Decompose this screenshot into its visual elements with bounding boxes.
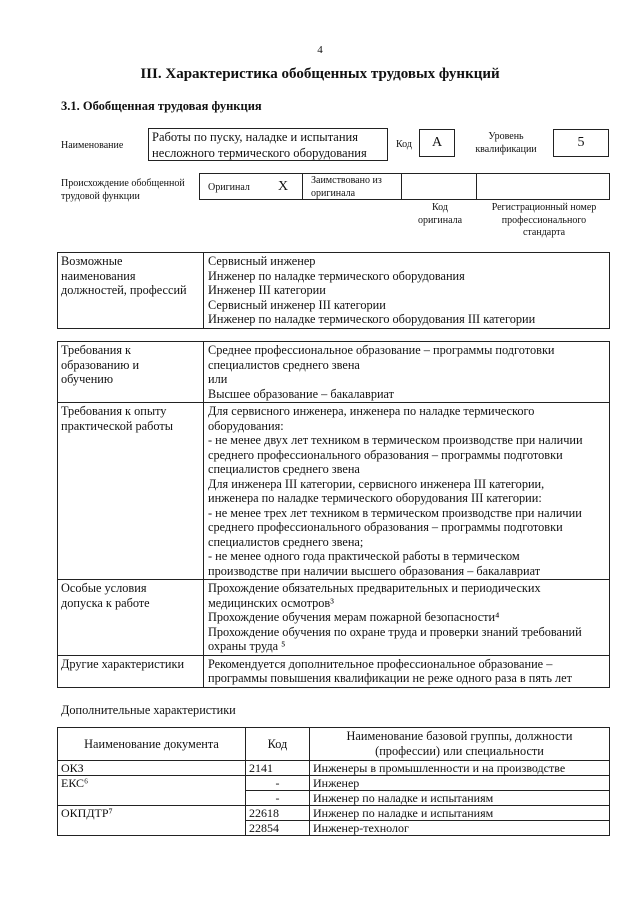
reg-number-label-line: профессионального — [501, 214, 587, 226]
level-label-line: квалификации — [475, 143, 537, 155]
requirement-line: - не менее трех лет техником в термическом производстве при наличии — [208, 505, 582, 520]
requirement-row-education — [58, 342, 610, 403]
level-label — [462, 131, 550, 156]
requirement-label-line: Другие характеристики — [61, 656, 185, 671]
requirement-line: - не менее двух лет техником в термическом производстве при наличии — [208, 433, 583, 447]
requirement-label-line: практической работы — [61, 418, 173, 433]
level-label-line: Уровень — [488, 131, 524, 142]
requirement-text — [204, 403, 610, 580]
requirement-line: Для сервисного инженера, инженера по наладке термического — [208, 404, 535, 418]
requirement-text — [204, 655, 610, 687]
origin-label-line: трудовой функции — [61, 190, 140, 202]
code-label: Код — [396, 139, 412, 150]
cell-group-name: Инженер по наладке и испытаниям — [310, 806, 610, 821]
positions-list — [204, 253, 610, 329]
cell-document — [58, 821, 246, 836]
requirement-label-line: допуска к работе — [61, 595, 150, 610]
cell-group-name: Инженер по наладке и испытаниям — [310, 791, 610, 806]
position-item: Инженер по наладке термического оборудования — [208, 268, 465, 283]
positions-table — [57, 252, 610, 329]
requirement-label — [58, 342, 204, 403]
requirement-label — [58, 403, 204, 580]
origin-label — [61, 178, 185, 203]
requirement-label-line: образованию и — [61, 357, 140, 372]
reg-number-label — [478, 202, 610, 240]
cell-document: ЕКС⁶ — [58, 776, 246, 791]
table-row — [58, 791, 610, 806]
header-document: Наименование документа — [58, 728, 246, 761]
reg-number-label-line: Регистрационный номер — [491, 202, 597, 213]
requirement-line: специалистов среднего звена — [208, 357, 360, 372]
reg-number-cell — [476, 173, 610, 200]
borrowed-cell — [302, 173, 402, 200]
cell-code: - — [246, 776, 310, 791]
borrowed-label-line: Заимствовано из — [311, 175, 382, 186]
table-row — [58, 776, 610, 791]
requirement-line: Для инженера III категории, сервисного инженера III категории, — [208, 476, 545, 491]
table-row — [58, 761, 610, 776]
positions-label-line: наименования — [61, 268, 136, 283]
origin-label-line: Происхождение обобщенной — [61, 178, 185, 189]
code-value: А — [419, 129, 455, 157]
additional-title: Дополнительные характеристики — [61, 703, 236, 717]
requirement-line: Прохождение обучения по охране труда и проверки знаний требований — [208, 624, 582, 639]
requirement-line: Среднее профессиональное образование – программы подготовки — [208, 343, 555, 357]
cell-group-name: Инженер-технолог — [310, 821, 610, 836]
requirement-row-admission — [58, 580, 610, 656]
requirement-label-line: Особые условия — [61, 581, 147, 595]
cell-document — [58, 791, 246, 806]
position-item: Инженер III категории — [208, 283, 326, 297]
requirement-line: среднего профессионального образования – программы подготовки — [208, 447, 563, 462]
positions-label-line: должностей, профессий — [61, 283, 187, 297]
requirement-text — [204, 580, 610, 656]
requirement-text — [204, 342, 610, 403]
section-title: III. Характеристика обобщенных трудовых функций — [140, 66, 500, 82]
name-label: Наименование — [61, 140, 124, 151]
additional-table — [57, 727, 610, 836]
requirement-line: оборудования: — [208, 418, 284, 433]
requirement-line: Прохождение обучения мерам пожарной безопасности⁴ — [208, 610, 500, 624]
requirement-line: специалистов среднего звена — [208, 462, 360, 476]
requirement-line: производстве при наличии высшего образования – бакалавриат — [208, 563, 541, 578]
code-original-label-line: оригинала — [417, 214, 463, 226]
position-item: Сервисный инженер — [208, 254, 316, 268]
cell-group-name: Инженер — [310, 776, 610, 791]
cell-code: 2141 — [246, 761, 310, 776]
requirement-label-line: обучению — [61, 372, 114, 386]
requirement-label — [58, 580, 204, 656]
cell-code: 22854 — [246, 821, 310, 836]
positions-label-line: Возможные — [61, 254, 123, 268]
header-group-name: Наименование базовой группы, должности (профессии) или специальности — [310, 728, 610, 761]
code-original-label — [402, 202, 478, 227]
requirement-line: охраны труда ⁵ — [208, 639, 286, 653]
requirement-label-line: Требования к опыту — [61, 404, 167, 418]
subsection-title: 3.1. Обобщенная трудовая функция — [61, 99, 262, 113]
requirement-line: специалистов среднего звена; — [208, 534, 364, 549]
requirement-label-line: Требования к — [61, 343, 132, 357]
level-value: 5 — [553, 129, 609, 157]
header-code: Код — [246, 728, 310, 761]
requirement-line: инженера по наладке термического оборудования III категории: — [208, 491, 542, 505]
requirement-line: медицинских осмотров³ — [208, 595, 334, 610]
requirement-line: или — [208, 372, 228, 386]
name-value-line: Работы по пуску, наладке и испытания — [152, 130, 358, 144]
cell-document: ОКЗ — [58, 761, 246, 776]
code-original-label-line: Код — [432, 202, 448, 213]
position-item: Инженер по наладке термического оборудования III категории — [208, 312, 536, 326]
requirement-row-experience — [58, 403, 610, 580]
cell-group-name: Инженеры в промышленности и на производстве — [310, 761, 610, 776]
positions-label — [58, 253, 204, 329]
reg-number-label-line: стандарта — [522, 227, 566, 238]
requirement-line: Прохождение обязательных предварительных и периодических — [208, 581, 541, 595]
table-row — [58, 806, 610, 821]
table-row — [58, 821, 610, 836]
cell-document: ОКПДТР⁷ — [58, 806, 246, 821]
requirements-table — [57, 341, 610, 688]
requirement-line: среднего профессионального образования – программы подготовки — [208, 520, 563, 534]
requirement-line: - не менее одного года практической работы в термическом — [208, 549, 520, 563]
code-original-cell — [401, 173, 477, 200]
original-mark: X — [278, 179, 289, 194]
name-value-line: несложного термического оборудования — [152, 145, 367, 160]
position-item: Сервисный инженер III категории — [208, 297, 386, 312]
requirement-label — [58, 655, 204, 687]
requirement-row-other — [58, 655, 610, 687]
requirement-line: Высшее образование – бакалавриат — [208, 386, 395, 401]
name-value-box — [148, 128, 388, 161]
borrowed-label-line: оригинала — [311, 187, 356, 199]
requirement-line: программы повышения квалификации не реже одного раза в пять лет — [208, 671, 573, 685]
cell-code: - — [246, 791, 310, 806]
requirement-line: Рекомендуется дополнительное профессиональное образование – — [208, 656, 553, 671]
cell-code: 22618 — [246, 806, 310, 821]
original-cell — [199, 173, 303, 200]
original-label: Оригинал — [208, 182, 250, 193]
additional-header-row — [58, 728, 610, 761]
page-number: 4 — [317, 44, 323, 56]
positions-row — [58, 253, 610, 329]
